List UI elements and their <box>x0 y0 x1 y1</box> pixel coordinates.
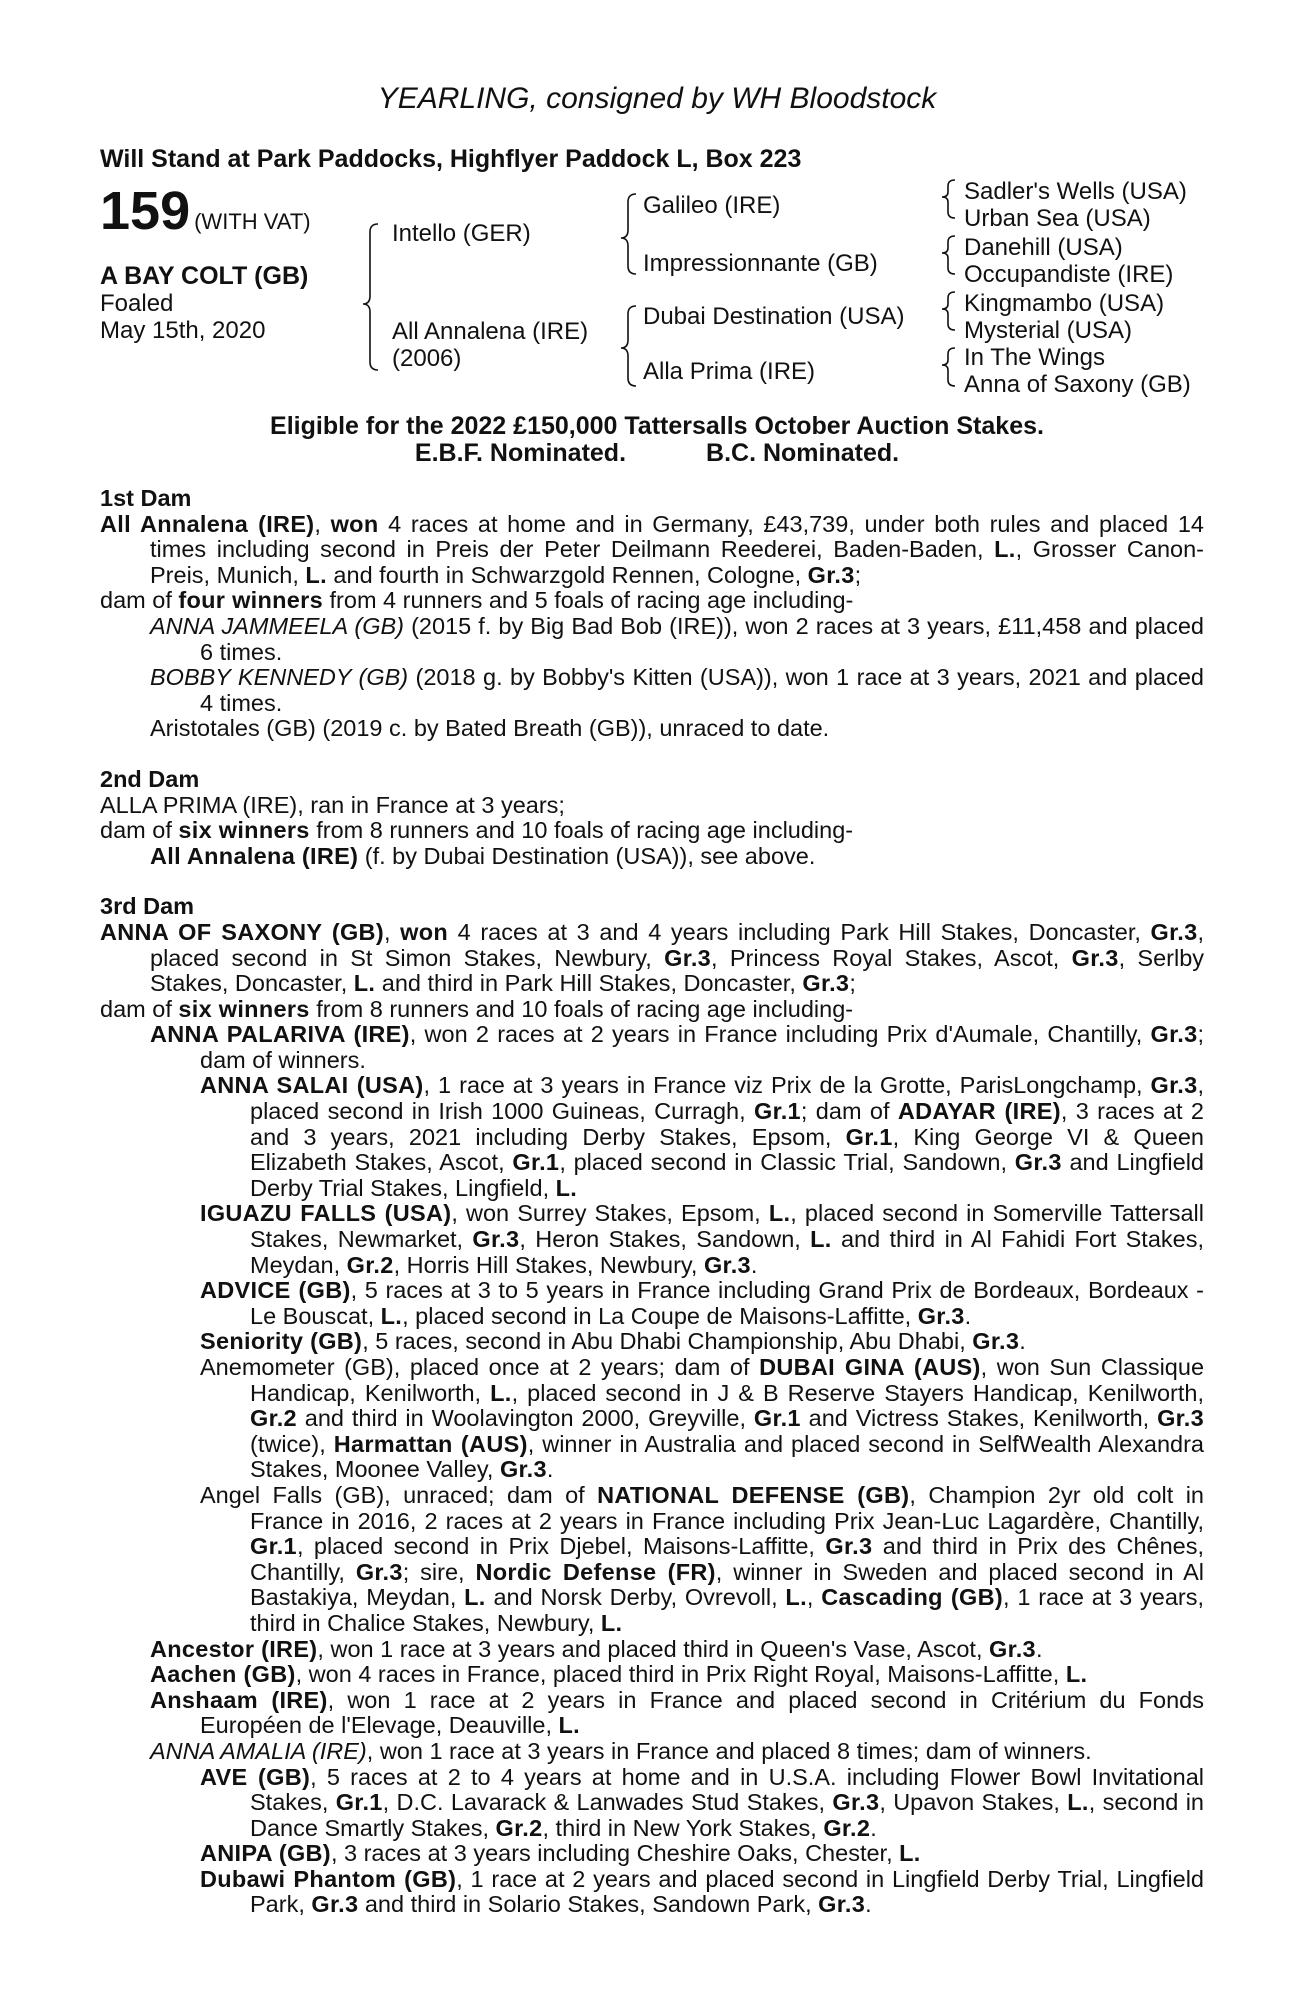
text-run: , placed second in Irish 1000 Guineas, Curragh, <box>250 1072 1204 1125</box>
text-run: 4 races at home and in Germany, £43,739, under both rules and placed 14 times including second in Preis der Peter Deilmann Reederei, Baden-Baden, <box>150 510 1204 563</box>
pedigree-paragraph <box>100 588 1204 614</box>
text-run: ANNA JAMMEELA (GB) <box>150 612 404 639</box>
pedigree-paragraph <box>100 1841 1204 1867</box>
text-run: L. <box>768 1200 791 1227</box>
text-run: , placed second in Classic Trial, Sandown, <box>559 1149 1015 1176</box>
text-run: Gr.1 <box>335 1789 383 1816</box>
text-run: Gr.3 <box>355 1558 403 1585</box>
foaled-block <box>100 290 265 344</box>
text-run: L. <box>899 1840 921 1867</box>
text-run: L. <box>600 1609 623 1636</box>
text-run: NATIONAL DEFENSE (GB) <box>597 1481 910 1508</box>
text-run: and third in Park Hill Stakes, Doncaster, <box>375 970 803 997</box>
text-run: . <box>964 1302 972 1329</box>
text-run: Gr.3 <box>1157 1405 1204 1432</box>
text-run: Aachen (GB) <box>150 1661 296 1688</box>
bracket-dd <box>942 348 955 386</box>
text-run: L. <box>555 1174 578 1201</box>
pedigree-paragraph <box>100 1637 1204 1663</box>
bracket-main <box>363 224 378 370</box>
text-run: ADVICE (GB) <box>200 1277 351 1304</box>
text-run: Gr.3 <box>664 944 712 971</box>
text-run: ADAYAR (IRE) <box>897 1098 1061 1125</box>
pedigree-paragraph <box>100 716 1204 742</box>
text-run: Gr.3 <box>1150 918 1198 945</box>
text-run: Dubawi Phantom (GB) <box>200 1865 457 1892</box>
text-run: , Serlby Stakes, Doncaster, <box>150 944 1205 997</box>
foaled-label: Foaled <box>100 290 174 317</box>
text-run: , 5 races, second in Abu Dhabi Championship, Abu Dhabi, <box>362 1328 973 1355</box>
text-run: and third in Prix des Chênes, Chantilly, <box>250 1533 1204 1585</box>
text-run: , <box>383 918 401 945</box>
text-run: four winners <box>178 587 323 614</box>
text-run: Gr.3 <box>311 1891 359 1918</box>
text-run: from 8 runners and 10 foals of racing age including- <box>309 995 854 1022</box>
pedigree-paragraph <box>100 512 1204 589</box>
text-run: IGUAZU FALLS (USA) <box>200 1200 452 1227</box>
text-run: , placed second in St Simon Stakes, Newbury, <box>150 918 1205 971</box>
bc-nomination: B.C. Nominated. <box>706 439 900 467</box>
text-run: dam of <box>100 995 179 1022</box>
text-run: L. <box>994 536 1016 563</box>
text-run: won <box>400 918 449 945</box>
text-run: from 4 runners and 5 foals of racing age including- <box>323 587 854 614</box>
text-run: L. <box>785 1584 807 1611</box>
eligibility-line: Eligible for the 2022 £150,000 Tattersalls October Auction Stakes. <box>270 412 1044 440</box>
bracket-ss <box>942 180 955 218</box>
pedigree-sss: Sadler's Wells (USA) <box>964 178 1187 205</box>
text-run: , winner in Australia and placed second in SelfWealth Alexandra Stakes, Moonee Valley, <box>250 1430 1205 1483</box>
text-run: , Horris Hill Stakes, Newbury, <box>393 1251 704 1278</box>
text-run: , won 4 races in France, placed third in Prix Right Royal, Maisons-Laffitte, <box>295 1661 1066 1688</box>
pedigree-paragraph <box>100 1739 1204 1765</box>
text-run: , Upavon Stakes, <box>879 1789 1068 1816</box>
text-run: Gr.1 <box>753 1405 801 1432</box>
text-run: , 1 race at 3 years in France viz Prix de la Grotte, ParisLongchamp, <box>423 1072 1151 1099</box>
pedigree-sdd: Occupandiste (IRE) <box>964 261 1174 288</box>
text-run: ; dam of winners. <box>200 1021 1204 1073</box>
text-run: 1st Dam <box>100 485 192 511</box>
text-run: ; dam of <box>800 1098 898 1125</box>
text-run: from 8 runners and 10 foals of racing age including- <box>309 817 854 844</box>
stand-location: Will Stand at Park Paddocks, Highflyer Paddock L, Box 223 <box>100 145 802 173</box>
pedigree-paragraph <box>100 1688 1204 1739</box>
text-run: Seniority (GB) <box>200 1328 363 1355</box>
text-run: and Victress Stakes, Kenilworth, <box>800 1405 1158 1432</box>
text-run: , won 1 race at 3 years and placed third in Queen's Vase, Ascot, <box>317 1635 989 1662</box>
bracket-sd <box>942 236 955 274</box>
pedigree-sire-sire: Galileo (IRE) <box>643 192 781 219</box>
text-run: Gr.2 <box>250 1405 297 1432</box>
horse-name: A BAY COLT (GB) <box>100 262 309 290</box>
text-run: ; sire, <box>402 1558 476 1585</box>
pedigree-paragraph <box>100 1662 1204 1688</box>
text-run: Ancestor (IRE) <box>150 1635 318 1662</box>
pedigree-paragraph <box>100 1765 1204 1842</box>
text-run: , winner in Sweden and placed second in Al Bastakiya, Meydan, <box>250 1558 1205 1611</box>
text-run: , third in New York Stakes, <box>542 1814 824 1841</box>
text-run: Harmattan (AUS) <box>333 1430 528 1457</box>
foaled-date: May 15th, 2020 <box>100 317 266 344</box>
text-run: BOBBY KENNEDY (GB) <box>150 664 409 691</box>
pedigree-ddd: Anna of Saxony (GB) <box>964 371 1191 398</box>
text-run: Gr.3 <box>818 1891 866 1918</box>
text-run: Anshaam (IRE) <box>150 1686 328 1713</box>
text-run: , won 1 race at 2 years in France and placed second in Critérium du Fonds Européen de l'Elevage, Deauville, <box>200 1686 1204 1739</box>
section-heading <box>100 486 1204 512</box>
text-run: six winners <box>178 817 310 844</box>
nominations-line <box>0 439 1314 468</box>
text-run: dam of <box>100 817 179 844</box>
text-run: . <box>546 1456 554 1483</box>
text-run: , 5 races at 2 to 4 years at home and in U.S.A. including Flower Bowl Invitational Stakes, <box>250 1763 1204 1816</box>
text-run: (2018 g. by Bobby's Kitten (USA)), won 1 race at 3 years, 2021 and placed 4 times. <box>200 664 1204 716</box>
text-run: Gr.2 <box>495 1814 543 1841</box>
text-run: L. <box>558 1712 581 1739</box>
text-run: Gr.3 <box>917 1302 965 1329</box>
bracket-ds <box>942 292 955 330</box>
text-run: Nordic Defense (FR) <box>475 1558 716 1585</box>
lot-number: 159 <box>100 181 191 241</box>
pedigree-paragraph <box>100 1483 1204 1637</box>
text-run: , second in Dance Smartly Stakes, <box>250 1789 1204 1841</box>
text-run: dam of <box>100 587 179 614</box>
text-run: , Princess Royal Stakes, Ascot, <box>711 944 1072 971</box>
text-run: Gr.3 <box>703 1251 751 1278</box>
text-run: , won Sun Classique Handicap, Kenilworth, <box>250 1354 1205 1406</box>
text-run: . <box>865 1891 872 1918</box>
text-run: , Grosser Canon-Preis, Munich, <box>150 536 1204 588</box>
text-run: All Annalena (IRE) <box>150 842 359 869</box>
text-run: Gr.3 <box>832 1789 880 1816</box>
text-run: and fourth in Schwarzgold Rennen, Cologne, <box>326 561 808 588</box>
pedigree-paragraph <box>100 1073 1204 1201</box>
pedigree-dam: All Annalena (IRE) <box>392 318 589 345</box>
text-run: Gr.3 <box>825 1533 873 1560</box>
text-run: Aristotales (GB) (2019 c. by Bated Breath (GB)), unraced to date. <box>150 715 830 742</box>
text-run: Gr.3 <box>1150 1021 1198 1048</box>
text-run: Gr.3 <box>1071 944 1119 971</box>
text-run: , <box>806 1584 822 1611</box>
text-run: , King George VI & Queen Elizabeth Stakes, Ascot, <box>250 1123 1204 1176</box>
text-run: L. <box>353 970 376 997</box>
text-run: and Lingfield Derby Trial Stakes, Lingfield, <box>250 1149 1204 1201</box>
text-run: , 3 races at 2 and 3 years, 2021 including Derby Stakes, Epsom, <box>250 1098 1205 1150</box>
text-run: , 5 races at 3 to 5 years in France including Grand Prix de Bordeaux, Bordeaux - Le Bouscat, <box>250 1277 1204 1329</box>
text-run: AVE (GB) <box>200 1763 311 1790</box>
text-run: ; <box>854 561 862 588</box>
text-run: , 3 races at 3 years including Cheshire Oaks, Chester, <box>330 1840 900 1867</box>
dam-records <box>100 486 1204 1918</box>
text-run: Gr.3 <box>1150 1072 1198 1099</box>
pedigree-paragraph <box>100 1867 1204 1918</box>
text-run: , won 2 races at 2 years in France including Prix d'Aumale, Chantilly, <box>409 1021 1151 1048</box>
text-run: L. <box>380 1302 403 1329</box>
pedigree-paragraph <box>100 793 1204 819</box>
text-run: DUBAI GINA (AUS) <box>759 1354 981 1380</box>
pedigree-sire-dam: Impressionnante (GB) <box>643 250 878 277</box>
text-run: Gr.2 <box>346 1251 394 1278</box>
text-run: and Norsk Derby, Ovrevoll, <box>485 1584 786 1611</box>
text-run: 4 races at 3 and 4 years including Park Hill Stakes, Doncaster, <box>448 918 1151 945</box>
text-run: All Annalena (IRE) <box>100 510 315 537</box>
pedigree-paragraph <box>100 1201 1204 1278</box>
pedigree-dam-year: (2006) <box>392 345 462 372</box>
text-run: L. <box>1065 1661 1088 1688</box>
text-run: . <box>750 1251 758 1278</box>
text-run: Gr.2 <box>823 1814 871 1841</box>
text-run: Gr.3 <box>802 970 850 997</box>
text-run: L. <box>490 1379 512 1406</box>
text-run: , Heron Stakes, Sandown, <box>519 1226 811 1253</box>
text-run: Gr.1 <box>512 1149 560 1176</box>
text-run: L. <box>1067 1789 1089 1816</box>
text-run: and third in Solario Stakes, Sandown Park, <box>358 1891 819 1918</box>
text-run: , won 1 race at 3 years in France and placed 8 times; dam of winners. <box>366 1737 1092 1764</box>
text-run: won <box>330 510 379 537</box>
page-heading: YEARLING, consigned by WH Bloodstock <box>377 82 937 115</box>
text-run: (f. by Dubai Destination (USA)), see above. <box>358 842 816 869</box>
text-run: Gr.1 <box>845 1123 893 1150</box>
text-run: Gr.1 <box>753 1098 801 1125</box>
text-run: L. <box>305 561 327 588</box>
text-run: , <box>314 510 331 537</box>
pedigree-dss: Kingmambo (USA) <box>964 290 1165 317</box>
pedigree-paragraph <box>100 665 1204 716</box>
pedigree-paragraph <box>100 1022 1204 1073</box>
lot-vat: (WITH VAT) <box>194 209 311 234</box>
text-run: and third in Al Fahidi Fort Stakes, Meydan, <box>250 1226 1204 1278</box>
text-run: ; <box>849 970 856 997</box>
text-run: L. <box>810 1226 832 1253</box>
bracket-sire <box>621 194 636 274</box>
text-run: Gr.3 <box>472 1226 520 1253</box>
text-run: ANNA OF SAXONY (GB) <box>100 918 384 945</box>
text-run: Gr.3 <box>499 1456 547 1483</box>
pedigree-paragraph <box>100 1355 1204 1483</box>
text-run: , 1 race at 3 years, third in Chalice Stakes, Newbury, <box>250 1584 1204 1636</box>
pedigree-paragraph <box>100 844 1204 870</box>
text-run: L. <box>464 1584 486 1611</box>
text-run: , placed second in La Coupe de Maisons-Laffitte, <box>402 1302 918 1329</box>
text-run: Gr.3 <box>972 1328 1020 1355</box>
pedigree-dsd: Mysterial (USA) <box>964 317 1133 344</box>
text-run: ALLA PRIMA (IRE), ran in France at 3 years; <box>100 791 565 818</box>
text-run: , placed second in Somerville Tattersall Stakes, Newmarket, <box>250 1200 1204 1253</box>
pedigree-dds: In The Wings <box>964 344 1105 371</box>
text-run: ANIPA (GB) <box>200 1840 331 1867</box>
pedigree-dam-dam: Alla Prima (IRE) <box>643 358 816 385</box>
text-run: ANNA AMALIA (IRE) <box>150 1737 367 1764</box>
text-run: , placed second in J & B Reserve Stayers Handicap, Kenilworth, <box>511 1379 1204 1406</box>
text-run: , won Surrey Stakes, Epsom, <box>451 1200 769 1227</box>
text-run: Anemometer (GB), placed once at 2 years; dam of <box>200 1354 760 1380</box>
text-run: (2015 f. by Big Bad Bob (IRE)), won 2 races at 3 years, £11,458 and placed 6 times. <box>200 612 1204 665</box>
text-run: . <box>870 1814 877 1841</box>
text-run: Angel Falls (GB), unraced; dam of <box>200 1481 598 1508</box>
text-run: Gr.3 <box>989 1635 1036 1662</box>
text-run: Gr.1 <box>250 1533 297 1560</box>
text-run: and third in Woolavington 2000, Greyville, <box>296 1405 754 1432</box>
pedigree-ssd: Urban Sea (USA) <box>964 205 1151 232</box>
pedigree-paragraph <box>100 818 1204 844</box>
pedigree-sire: Intello (GER) <box>392 220 531 247</box>
text-run: Cascading (GB) <box>821 1584 1003 1611</box>
text-run: , placed second in Prix Djebel, Maisons-Laffitte, <box>296 1533 826 1560</box>
text-run: , D.C. Lavarack & Lanwades Stud Stakes, <box>382 1789 833 1816</box>
text-run: six winners <box>178 995 310 1022</box>
pedigree-dam-sire: Dubai Destination (USA) <box>643 303 905 330</box>
text-run: (twice), <box>250 1430 334 1457</box>
bracket-dam <box>621 306 636 386</box>
text-run: . <box>1019 1328 1026 1355</box>
text-run: , 1 race at 2 years and placed second in Lingfield Derby Trial, Lingfield Park, <box>250 1865 1205 1918</box>
pedigree-paragraph <box>100 614 1204 665</box>
text-run: 2nd Dam <box>100 765 200 792</box>
pedigree-paragraph <box>100 1329 1204 1355</box>
text-run: Gr.3 <box>1014 1149 1062 1176</box>
text-run: Gr.3 <box>807 561 855 588</box>
text-run: , Champion 2yr old colt in France in 2016, 2 races at 2 years in France including Prix Jean-Luc Lagardère, Chantilly, <box>250 1481 1204 1534</box>
text-run: 3rd Dam <box>100 893 195 920</box>
section-heading <box>100 767 1204 793</box>
text-run: . <box>1035 1635 1043 1662</box>
pedigree-paragraph <box>100 997 1204 1023</box>
section-heading <box>100 894 1204 920</box>
text-run: ANNA PALARIVA (IRE) <box>150 1021 410 1048</box>
ebf-nomination: E.B.F. Nominated. <box>414 439 627 467</box>
lot-number-block <box>100 180 311 242</box>
text-run: ANNA SALAI (USA) <box>200 1072 424 1099</box>
pedigree-paragraph <box>100 1278 1204 1329</box>
pedigree-paragraph <box>100 920 1204 997</box>
pedigree-sds: Danehill (USA) <box>964 234 1123 261</box>
